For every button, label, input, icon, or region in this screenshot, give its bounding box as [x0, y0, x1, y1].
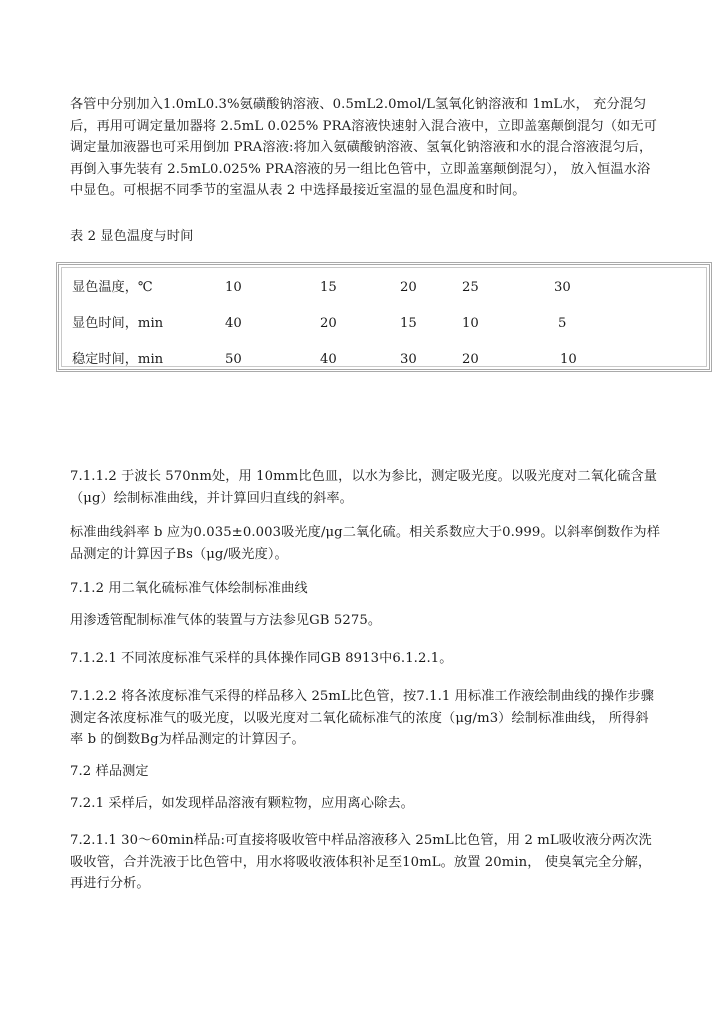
table-cell-header: 显色温度，℃	[72, 280, 153, 295]
table-cell: 15	[400, 316, 417, 331]
table-row	[62, 350, 706, 370]
table-cell: 15	[320, 280, 337, 295]
paragraph-procedure: 各管中分别加入1.0mL0.3%氨磺酸钠溶液、0.5mL2.0mol/L氢氧化钠溶液和 1mL水， 充分混匀后，再用可调定量加器将 2.5mL 0.025% PRA溶液快速射入混合液中，立即盖塞颠倒混匀（如无可调定量加液器也可采用倒加 PRA溶液:将加入氨磺酸钠溶液、氢氧化钠溶液和水的混合溶液混匀后， 再倒入事先装有 2.5mL0.025% PRA溶液的另一组比色管中，立即盖塞颠倒混匀）， 放入恒温水浴中显色。可根据不同季节的室温从表 2 中选择最接近室温的显色温度和时间。	[70, 97, 657, 198]
heading-7-1-2: 7.1.2 用二氧化硫标准气体绘制标准曲线	[70, 581, 308, 596]
heading-7-2: 7.2 样品测定	[70, 764, 149, 779]
paragraph-slope-requirement: 标准曲线斜率 b 应为0.035±0.003吸光度/μg二氧化硫。相关系数应大于0.999。以斜率倒数作为样品测定的计算因子Bs（μg/吸光度）。	[70, 525, 660, 562]
section-7-2-1-1: 7.2.1.1 30～60min样品:可直接将吸收管中样品溶液移入 25mL比色管，用 2 mL吸收液分两次洗吸收管，合并洗液于比色管中，用水将吸收液体积补足至10mL。放置 20min， 使臭氧完全分解，再进行分析。	[70, 833, 652, 891]
section-7-1-1-2: 7.1.1.2 于波长 570nm处，用 10mm比色皿，以水为参比，测定吸光度。以吸光度对二氧化硫含量（μg）绘制标准曲线，并计算回归直线的斜率。	[70, 469, 658, 506]
table-cell: 10	[560, 352, 577, 367]
table-cell: 40	[225, 316, 242, 331]
paragraph-permeation-tube: 用渗透管配制标准气体的装置与方法参见GB 5275。	[70, 613, 382, 628]
table-cell: 30	[400, 352, 417, 367]
section-7-2-1: 7.2.1 采样后，如发现样品溶液有颗粒物，应用离心除去。	[70, 796, 414, 811]
table-cell-header: 显色时间，min	[72, 316, 164, 331]
table-cell: 10	[462, 316, 479, 331]
table-cell: 25	[462, 280, 479, 295]
table-cell: 20	[320, 316, 337, 331]
table-cell: 5	[558, 316, 567, 331]
table-cell: 50	[225, 352, 242, 367]
table-cell: 20	[462, 352, 479, 367]
section-7-1-2-2: 7.1.2.2 将各浓度标准气采得的样品移入 25mL比色管，按7.1.1 用标准工作液绘制曲线的操作步骤测定各浓度标准气的吸光度，以吸光度对二氧化硫标准气的浓度（μg/m3）绘制标准曲线， 所得斜率 b 的倒数Bg为样品测定的计算因子。	[70, 689, 654, 747]
table-cell: 30	[554, 280, 571, 295]
table-body	[61, 267, 707, 367]
color-development-table	[56, 262, 712, 372]
table-cell: 20	[400, 280, 417, 295]
section-7-1-2-1: 7.1.2.1 不同浓度标准气采样的具体操作同GB 8913中6.1.2.1。	[70, 651, 453, 666]
table-cell: 10	[225, 280, 242, 295]
table-caption: 表 2 显色温度与时间	[70, 229, 194, 244]
table-cell-header: 稳定时间，min	[72, 352, 164, 367]
table-cell: 40	[320, 352, 337, 367]
table-row	[62, 314, 706, 334]
table-row	[62, 278, 706, 298]
